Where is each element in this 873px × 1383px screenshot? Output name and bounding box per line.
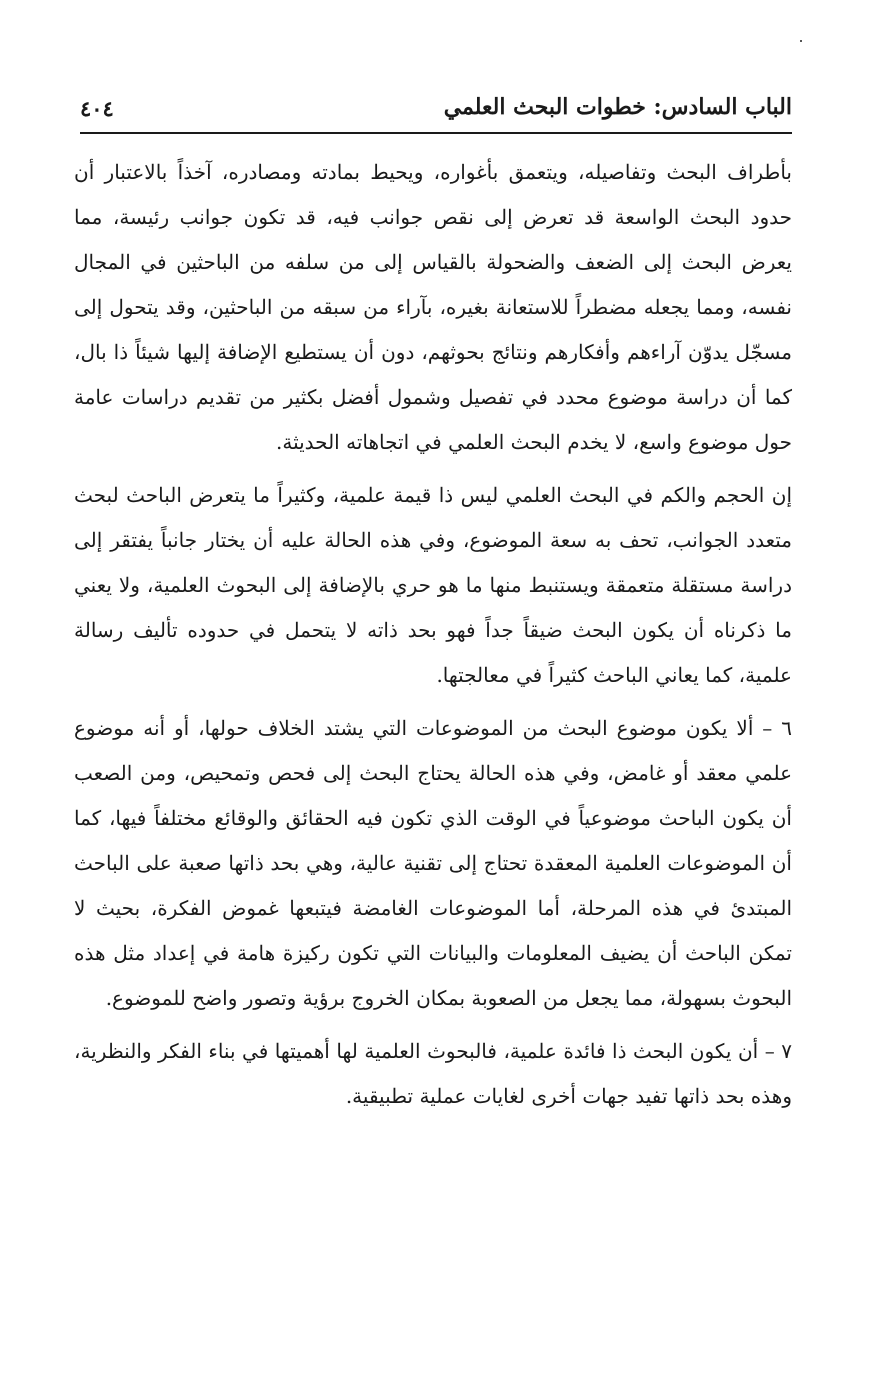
running-header xyxy=(80,92,792,128)
paragraph-3: ٦ – ألا يكون موضوع البحث من الموضوعات التي يشتد الخلاف حولها، أو أنه موضوع علمي معقد أو غامض، وفي هذه الحالة يحتاج البحث إلى فحص وتمحيص، ومن الصعب أن يكون الباحث موضوعياً في الوقت الذي تكون فيه الحقائق والوقائع مختلفاً فيها، كما أن الموضوعات العلمية المعقدة تحتاج إلى تقنية عالية، وهي بحد ذاتها صعبة على الباحث المبتدئ في هذه المرحلة، أما الموضوعات الغامضة فيتبعها غموض الفكرة، بحيث لا تمكن الباحث أن يضيف المعلومات والبيانات التي تكون ركيزة هامة في إعداد مثل هذه البحوث بسهولة، مما يجعل من الصعوبة بمكان الخروج برؤية وتصور واضح للموضوع. xyxy=(74,716,792,1010)
paragraph-2: إن الحجم والكم في البحث العلمي ليس ذا قيمة علمية، وكثيراً ما يتعرض الباحث لبحث متعدد الجوانب، تحف به سعة الموضوع، وفي هذه الحالة عليه أن يختار جانباً يفتقر إلى دراسة مستقلة متعمقة ويستنبط منها ما هو حري بالإضافة إلى البحوث العلمية، ولا يعني ما ذكرناه أن يكون البحث ضيقاً جداً فهو بحد ذاته لا يتحمل في حدوده تأليف رسالة علمية، كما يعاني الباحث كثيراً في معالجتها. xyxy=(74,483,792,687)
chapter-title: الباب السادس: خطوات البحث العلمي xyxy=(443,94,792,120)
header-divider xyxy=(80,132,792,134)
body-text xyxy=(74,150,792,1119)
paragraph-4: ٧ – أن يكون البحث ذا فائدة علمية، فالبحوث العلمية لها أهميتها في بناء الفكر والنظرية، وهذه بحد ذاتها تفيد جهات أخرى لغايات عملية تطبيقية. xyxy=(74,1039,792,1108)
page-number: ٤٠٤ xyxy=(80,96,114,121)
scan-dot xyxy=(800,40,802,42)
paragraph-1: بأطراف البحث وتفاصيله، ويتعمق بأغواره، ويحيط بمادته ومصادره، آخذاً بالاعتبار أن حدود البحث الواسعة قد تعرض إلى نقص جوانب فيه، قد تكون جوانب رئيسة، مما يعرض البحث إلى الضعف والضحولة بالقياس إلى من سلفه من الباحثين في المجال نفسه، ومما يجعله مضطراً للاستعانة بغيره، بآراء من سبقه من الباحثين، وقد يتحول إلى مسجّل يدوّن آراءهم وأفكارهم ونتائج بحوثهم، دون أن يستطيع الإضافة إليها شيئاً ذا بال، كما أن دراسة موضوع محدد في تفصيل وشمول أفضل بكثير من تقديم دراسات عامة حول موضوع واسع، لا يخدم البحث العلمي في اتجاهاته الحديثة. xyxy=(74,160,792,454)
